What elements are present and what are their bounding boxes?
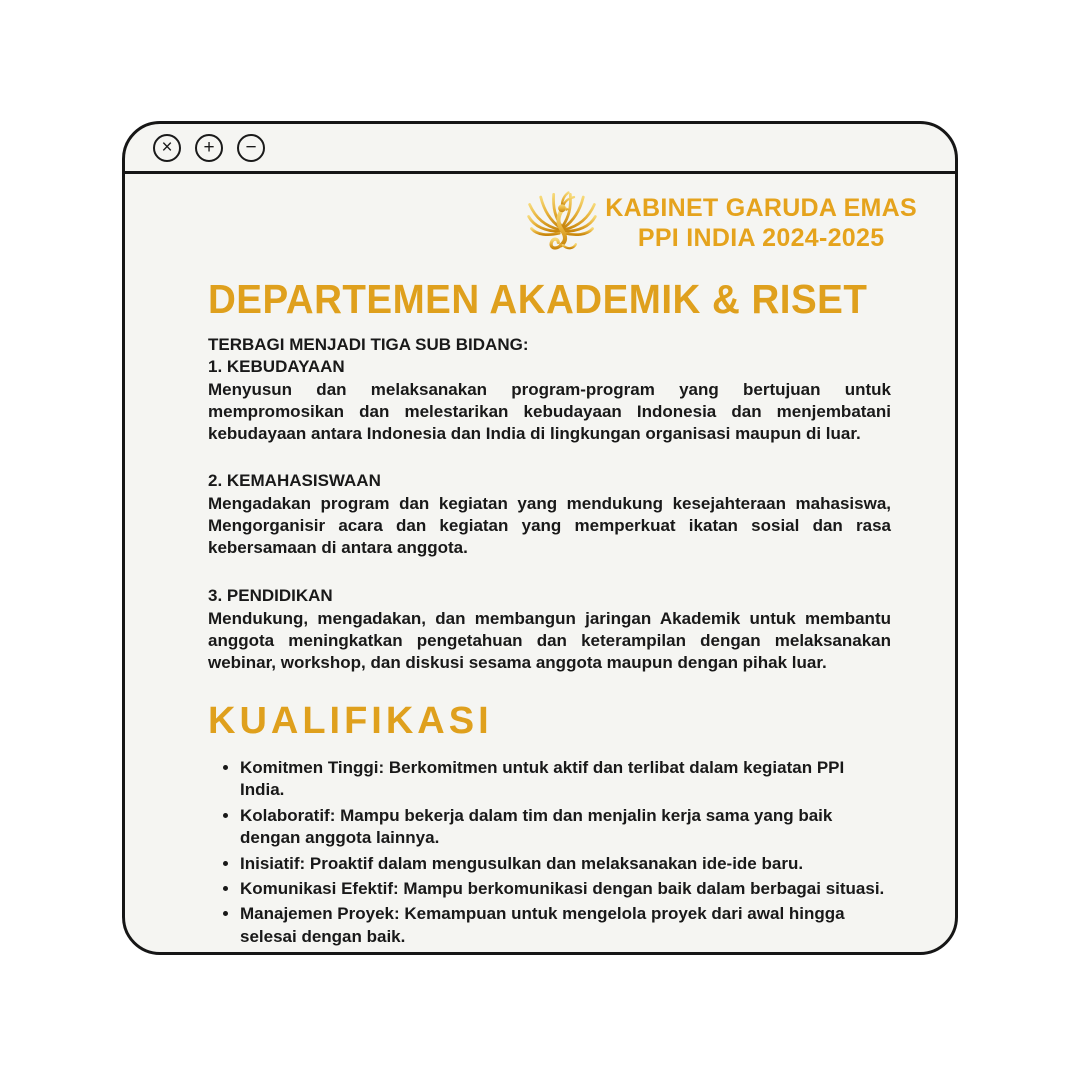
section-heading-pendidikan: 3. PENDIDIKAN (208, 585, 333, 605)
zoom-out-button[interactable]: − (237, 134, 265, 162)
qualifications-title: KUALIFIKASI (208, 699, 493, 742)
list-item: • Kolaboratif: Mampu bekerja dalam tim dan menjalin kerja sama yang baik dengan anggota lainnya. (240, 805, 891, 850)
main-content (125, 276, 955, 948)
page-title: DEPARTEMEN AKADEMIK & RISET (208, 276, 868, 322)
brand-title-line1: KABINET GARUDA EMAS (605, 193, 917, 222)
qualifications-list (208, 757, 891, 949)
section-heading-kemahasiswaan: 2. KEMAHASISWAAN (208, 471, 381, 491)
section-body-kebudayaan: Menyusun dan melaksanakan program-program yang bertujuan untuk mempromosikan dan melestarikan kebudayaan Indonesia dan menjembatani kebudayaan antara Indonesia dan India di lingkungan organisasi maupun di luar. (208, 380, 891, 444)
section-body-kemahasiswaan: Mengadakan program dan kegiatan yang mendukung kesejahteraan mahasiswa, Mengorganisir acara dan kegiatan yang memperkuat ikatan sosial dan rasa kebersamaan di antara anggota. (208, 494, 891, 558)
close-button[interactable]: × (153, 134, 181, 162)
intro-line: TERBAGI MENJADI TIGA SUB BIDANG: (208, 335, 529, 354)
window-titlebar (125, 124, 955, 174)
garuda-phoenix-logo-icon (525, 186, 599, 260)
section-body-pendidikan: Mendukung, mengadakan, dan membangun jaringan Akademik untuk membantu anggota meningkatkan pengetahuan dan keterampilan dengan melaksanakan webinar, workshop, dan diskusi sesama anggota maupun dengan pihak luar. (208, 608, 891, 672)
brand-title (605, 193, 917, 254)
zoom-in-button[interactable]: + (195, 134, 223, 162)
list-item: • Manajemen Proyek: Kemampuan untuk mengelola proyek dari awal hingga selesai dengan baik. (240, 903, 891, 948)
section-heading-kebudayaan: 1. KEBUDAYAAN (208, 357, 345, 376)
list-item: • Komitmen Tinggi: Berkomitmen untuk aktif dan terlibat dalam kegiatan PPI India. (240, 757, 891, 802)
list-item: • Komunikasi Efektif: Mampu berkomunikasi dengan baik dalam berbagai situasi. (240, 878, 891, 900)
mock-browser-window (122, 121, 958, 955)
brand-header (125, 174, 955, 260)
brand-title-line2: PPI INDIA 2024-2025 (637, 224, 885, 252)
list-item: • Inisiatif: Proaktif dalam mengusulkan dan melaksanakan ide-ide baru. (240, 853, 891, 875)
